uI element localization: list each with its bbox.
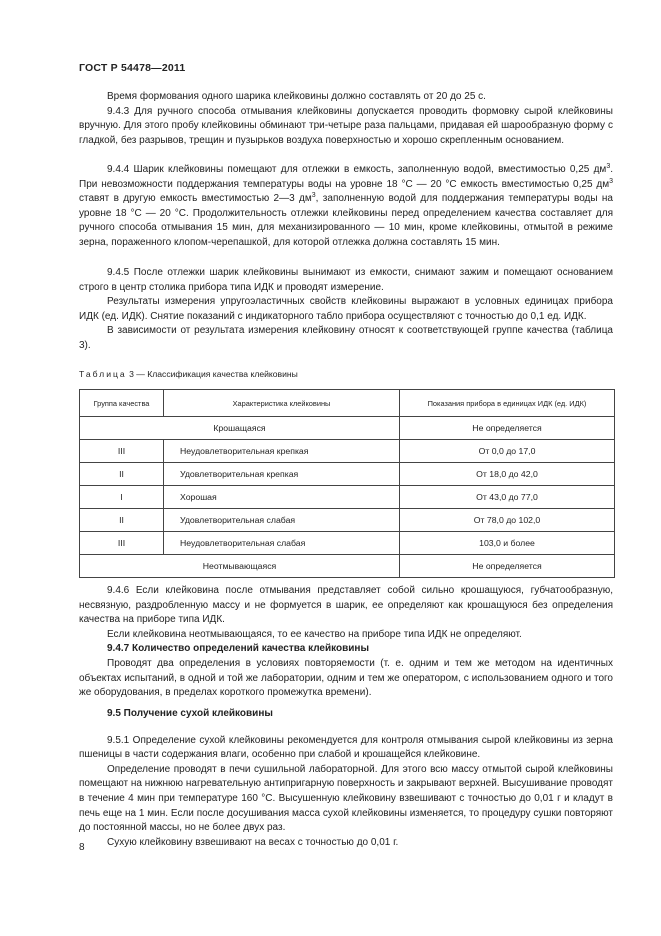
paragraph: Если клейковина неотмывающаяся, то ее качество на приборе типа ИДК не определяют. — [107, 628, 522, 640]
paragraph: Определение проводят в печи сушильной лабораторной. Для этого всю массу отмытой сырой клейковины помещают на нижнюю нагревательную антипригарную поверхность и закрывают верхней. Высушивание проводят в течение 4 мин при температуре 160 °С. Высушенную клейковину взвешивают с точностью до 0,01 г и кладут в печь еще на 1 мин. Если после досушивания масса сухой клейковины изменяется, то процедуру сушки повторяют до постоянной массы, но не более двух раз. — [79, 763, 613, 834]
table-caption-title: 3 — Классификация качества клейковины — [126, 369, 298, 379]
superscript: 3 — [311, 192, 316, 200]
text-fragment: , заполненную водой для поддержания температуры воды на уровне 18 °С — 20 °С. Продолжительность отлежки клейковины перед определением качества составляет для ручного способа отмывания 15 мин, для механизированного — 10 мин, кроме клейковины, отмытой в режиме зерна, пораженного клопом-черепашкой, для которой отлежка должна составлять 15 мин. — [79, 193, 613, 248]
table-cell: От 43,0 до 77,0 — [400, 486, 615, 509]
page-number: 8 — [79, 842, 85, 853]
superscript: 3 — [609, 177, 613, 185]
text-fragment: ставят в другую емкость вместимостью 2—3 дм — [79, 193, 312, 205]
table-cell: II — [80, 509, 164, 532]
heading-9-5: 9.5 Получение сухой клейковины — [107, 708, 273, 719]
document-header: ГОСТ Р 54478—2011 — [79, 62, 186, 74]
table-caption — [79, 369, 298, 379]
table-row — [80, 532, 615, 555]
table-cell: Неотмывающаяся — [80, 555, 400, 578]
table-cell: II — [80, 463, 164, 486]
paragraph: В зависимости от результата измерения клейковину относят к соответствующей группе качества (таблица 3). — [79, 325, 613, 351]
table-caption-prefix: Таблица — [79, 369, 127, 379]
text-fragment: . При невозможности поддержания температуры воды на уровне 18 °С — 20 °С емкость вместимостью 0,25 дм — [79, 164, 613, 190]
table-row — [80, 463, 615, 486]
column-header: Показания прибора в единицах ИДК (ед. ИДК) — [400, 390, 615, 417]
quality-classification-table — [79, 389, 615, 578]
paragraph-9-4-5: 9.4.5 После отлежки шарик клейковины вынимают из емкости, снимают зажим и помещают основанием строго в центр столика прибора типа ИДК и проводят измерение. — [79, 267, 613, 293]
section-9-4-5 — [79, 266, 613, 354]
section-9-5 — [79, 707, 613, 850]
table-cell: Не определяется — [400, 417, 615, 440]
table-header-row — [80, 390, 615, 417]
table-cell: От 78,0 до 102,0 — [400, 509, 615, 532]
table-cell: От 0,0 до 17,0 — [400, 440, 615, 463]
paragraph: Проводят два определения в условиях повторяемости (т. е. одним и тем же методом на идентичных объектах испытаний, в одной и той же лаборатории, одним и тем же оператором, с использованием одного и того же оборудования, в пределах короткого промежутка времени). — [79, 657, 613, 699]
paragraph-9-5-1: 9.5.1 Определение сухой клейковины рекомендуется для контроля отмывания сырой клейковины из зерна пшеницы в части содержания влаги, особенно при слабой и крошащейся клейковине. — [79, 734, 613, 761]
table-row — [80, 509, 615, 532]
paragraph-9-4-4 — [79, 163, 613, 251]
paragraph-9-4-6: 9.4.6 Если клейковина после отмывания представляет собой сильно крошащуюся, губчатообразную, несвязную, раздробленную массу и не формуется в шарик, ее определяют как крошащуюся без определения качества на приборе типа ИДК. — [79, 585, 613, 626]
table-cell: III — [80, 440, 164, 463]
table-row — [80, 555, 615, 578]
section-9-4-6-9-4-7 — [79, 584, 613, 701]
paragraph: Результаты измерения упругоэластичных свойств клейковины выражают в условных единицах прибора ИДК (ед. ИДК). Снятие показаний с индикаторного табло прибора осуществляют с точностью до 0,1 ед. ИДК. — [79, 296, 613, 322]
superscript: 3 — [606, 163, 611, 170]
section-9-4-2-9-4-3 — [79, 90, 613, 148]
column-header: Группа качества — [80, 390, 164, 417]
paragraph: Время формования одного шарика клейковины должно составлять от 20 до 25 с. — [107, 91, 486, 102]
heading-9-4-7: 9.4.7 Количество определений качества клейковины — [107, 643, 369, 655]
table-cell: 103,0 и более — [400, 532, 615, 555]
table-cell: Неудовлетворительная слабая — [164, 532, 400, 555]
table-cell: Удовлетворительная крепкая — [164, 463, 400, 486]
paragraph: Сухую клейковину взвешивают на весах с точностью до 0,01 г. — [107, 836, 399, 848]
table-cell: I — [80, 486, 164, 509]
table-cell: III — [80, 532, 164, 555]
table-cell: Не определяется — [400, 555, 615, 578]
table-row — [80, 486, 615, 509]
paragraph-9-4-3: 9.4.3 Для ручного способа отмывания клейковины допускается проводить формовку сырой клейковины вручную. Для этого пробу клейковины обминают три-четыре раза пальцами, придавая ей шарообразную форму с гладкой, без разрывов, трещин и пузырьков воздуха поверхностью и хорошо скрепленным основанием. — [79, 105, 613, 146]
table-row — [80, 440, 615, 463]
table-cell: От 18,0 до 42,0 — [400, 463, 615, 486]
table-cell: Удовлетворительная слабая — [164, 509, 400, 532]
table-cell: Крошащаяся — [80, 417, 400, 440]
column-header: Характеристика клейковины — [164, 390, 400, 417]
section-9-4-4 — [79, 163, 613, 251]
table-cell: Хорошая — [164, 486, 400, 509]
table-cell: Неудовлетворительная крепкая — [164, 440, 400, 463]
table-row — [80, 417, 615, 440]
text-fragment: 9.4.4 Шарик клейковины помещают для отлежки в емкость, заполненную водой, вместимостью 0,25 дм — [107, 164, 607, 175]
